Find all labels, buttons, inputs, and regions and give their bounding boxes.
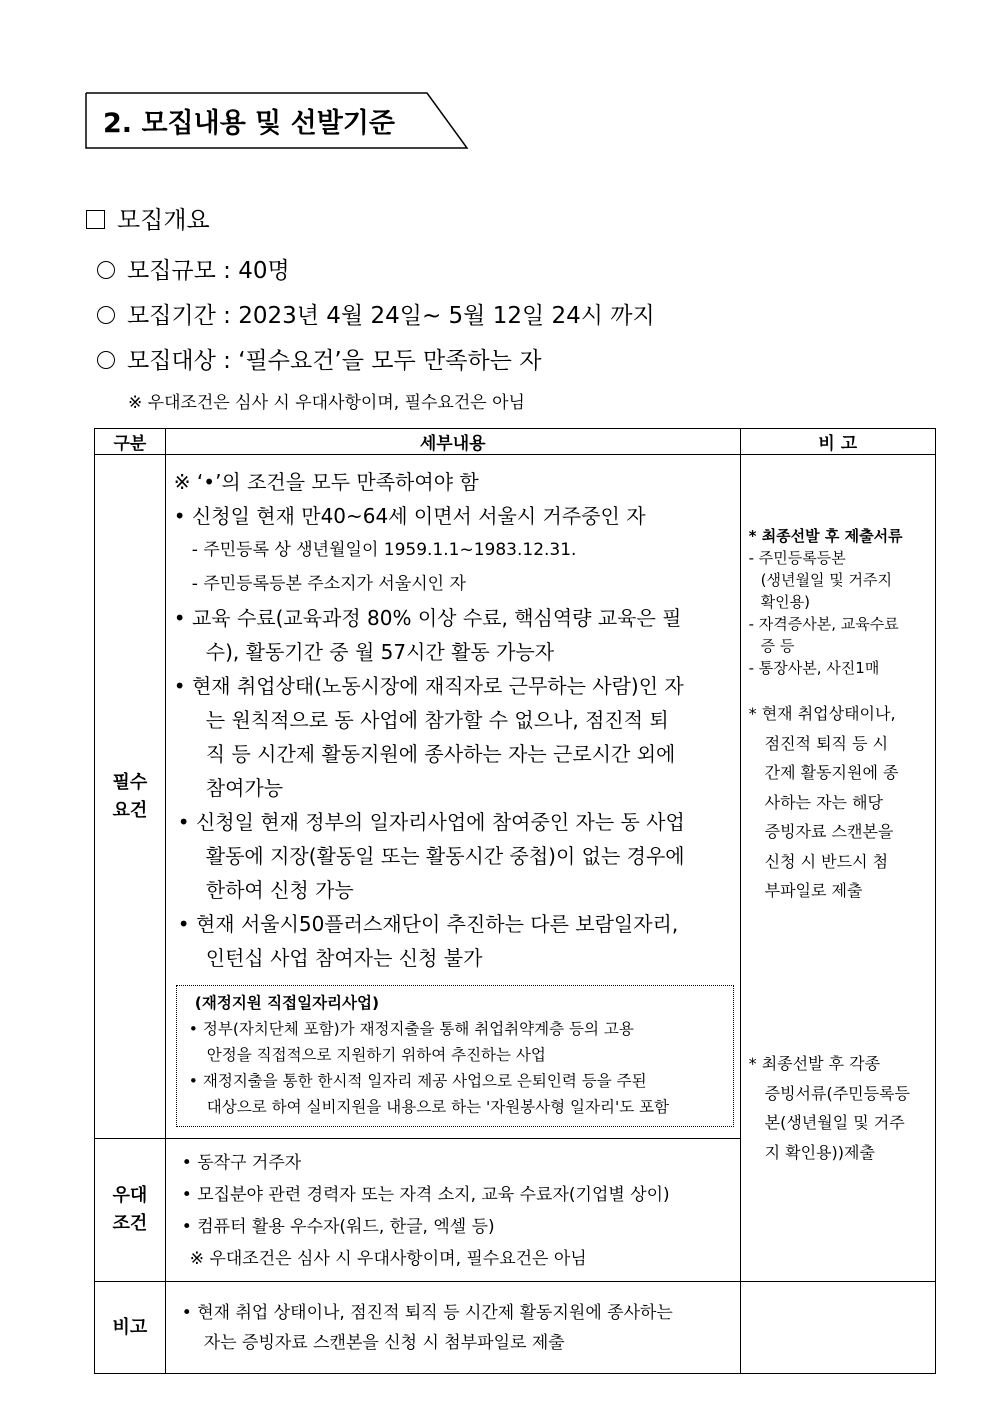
overview-note: ※ 우대조건은 심사 시 우대사항이며, 필수요건은 아님 — [128, 393, 525, 413]
table-header-row — [95, 429, 936, 455]
remark-line: 자는 증빙자료 스캔본을 신청 시 첨부파일로 제출 — [203, 1333, 565, 1353]
note-line: • 정부(자치단체 포함)가 재정지출을 통해 취업취약계층 등의 고용 — [188, 1020, 634, 1038]
square-bullet-icon — [86, 210, 105, 229]
note-line: • 재정지출을 통한 한시적 일자리 제공 사업으로 은퇴인력 등을 주된 — [188, 1072, 647, 1090]
circle-bullet-icon — [97, 261, 115, 279]
section-title — [86, 200, 210, 235]
table-row-remark — [95, 1282, 936, 1374]
required-line: • 신청일 현재 정부의 일자리사업에 참여중인 자는 동 사업 — [177, 810, 685, 834]
category-label: 필수 — [112, 771, 148, 793]
required-details — [165, 455, 740, 1139]
category-label: 우대 — [112, 1185, 148, 1206]
employed-applicant-note — [749, 699, 929, 906]
page-title: 2. 모집내용 및 선발기준 — [103, 108, 395, 139]
note-line: 증빙자료 스캔본을 — [764, 822, 894, 841]
category-required — [95, 455, 166, 1139]
docs-title: * 최종선발 후 제출서류 — [748, 527, 903, 545]
required-line: 인턴십 사업 참여자는 신청 불가 — [205, 946, 483, 970]
overview-item — [97, 342, 541, 375]
note-line: 신청 시 반드시 첨 — [764, 851, 889, 871]
preferred-details — [165, 1139, 740, 1282]
section-heading-box — [85, 92, 467, 148]
criteria-table — [94, 428, 936, 1374]
remarks-cell — [740, 455, 935, 1282]
header-details: 세부내용 — [165, 429, 740, 455]
note-line: 증빙서류(주민등록등 — [764, 1083, 910, 1103]
header-category: 구분 — [95, 429, 166, 455]
required-line: • 신청일 현재 만40~64세 이면서 서울시 거주중인 자 — [173, 504, 646, 528]
overview-text: 모집규모 : 40명 — [127, 258, 290, 284]
preferred-line: • 모집분야 관련 경력자 또는 자격 소지, 교육 수료자(기업별 상이) — [181, 1185, 670, 1205]
header-remarks: 비 고 — [740, 429, 935, 455]
overview-text: 모집대상 : ‘필수요건’을 모두 만족하는 자 — [127, 348, 542, 374]
required-line: 한하여 신청 가능 — [205, 878, 354, 902]
circle-bullet-icon — [97, 306, 115, 324]
note-line: 지 확인용))제출 — [764, 1142, 875, 1162]
circle-bullet-icon — [97, 351, 115, 369]
required-subline: - 주민등록등본 주소지가 서울시인 자 — [191, 574, 466, 594]
required-intro: ※ ‘•’의 조건을 모두 만족하여야 함 — [173, 470, 479, 494]
preferred-line: • 동작구 거주자 — [181, 1153, 302, 1173]
note-line: 사하는 자는 해당 — [764, 792, 883, 812]
note-line: 안정을 직접적으로 지원하기 위하여 추진하는 사업 — [206, 1046, 546, 1064]
final-selection-note — [749, 1049, 929, 1167]
note-title: (재정지원 직접일자리사업) — [194, 994, 380, 1012]
remark-empty-cell — [740, 1282, 935, 1374]
required-subline: - 주민등록 상 생년월일이 1959.1.1~1983.12.31. — [191, 540, 577, 560]
required-line: 직 등 시간제 활동지원에 종사하는 자는 근로시간 외에 — [205, 742, 676, 766]
required-line: 수), 활동기간 중 월 57시간 활동 가능자 — [205, 640, 555, 664]
docs-line: (생년월일 및 거주지 — [760, 571, 892, 589]
preferred-note: ※ 우대조건은 심사 시 우대사항이며, 필수요건은 아님 — [189, 1249, 587, 1269]
docs-line: - 통장사본, 사진1매 — [748, 659, 880, 677]
note-line: * 현재 취업상태이나, — [748, 704, 896, 723]
docs-line: 확인용) — [760, 593, 810, 611]
required-line: • 현재 취업상태(노동시장에 재직자로 근무하는 사람)인 자 — [173, 674, 684, 698]
note-line: 부파일로 제출 — [764, 881, 863, 900]
note-line: 간제 활동지원에 종 — [764, 763, 899, 782]
submission-docs-note — [749, 525, 929, 679]
docs-line: - 자격증사본, 교육수료 — [748, 615, 899, 633]
overview-text: 모집기간 : 2023년 4월 24일~ 5월 12일 24시 까지 — [127, 303, 655, 329]
remark-line: • 현재 취업 상태이나, 점진적 퇴직 등 시간제 활동지원에 종사하는 — [181, 1303, 673, 1323]
docs-line: 증 등 — [760, 637, 795, 655]
note-line: 대상으로 하여 실비지원을 내용으로 하는 '자원봉사형 일자리'도 포함 — [206, 1098, 670, 1116]
docs-line: - 주민등록등본 — [748, 549, 846, 567]
table-row-required — [95, 455, 936, 1139]
note-line: * 최종선발 후 각종 — [748, 1054, 881, 1073]
required-line: • 현재 서울시50플러스재단이 추진하는 다른 보람일자리, — [177, 912, 679, 936]
note-line: 점진적 퇴직 등 시 — [764, 733, 889, 753]
note-line: 본(생년월일 및 거주 — [764, 1113, 905, 1132]
required-line: 는 원칙적으로 동 사업에 참가할 수 없으나, 점진적 퇴 — [205, 708, 669, 732]
direct-job-program-note — [176, 985, 734, 1127]
remark-details — [165, 1282, 740, 1374]
overview-item — [97, 297, 655, 330]
required-line: • 교육 수료(교육과정 80% 이상 수료, 핵심역량 교육은 필 — [173, 606, 682, 630]
overview-item — [97, 252, 290, 285]
category-preferred — [95, 1139, 166, 1282]
preferred-line: • 컴퓨터 활용 우수자(워드, 한글, 엑셀 등) — [181, 1217, 495, 1237]
category-label: 조건 — [112, 1213, 148, 1234]
required-line: 활동에 지장(활동일 또는 활동시간 중첩)이 없는 경우에 — [205, 844, 685, 868]
category-remark: 비고 — [95, 1282, 166, 1374]
required-line: 참여가능 — [205, 776, 284, 800]
section-title-text: 모집개요 — [117, 206, 210, 234]
category-label: 요건 — [112, 799, 148, 821]
